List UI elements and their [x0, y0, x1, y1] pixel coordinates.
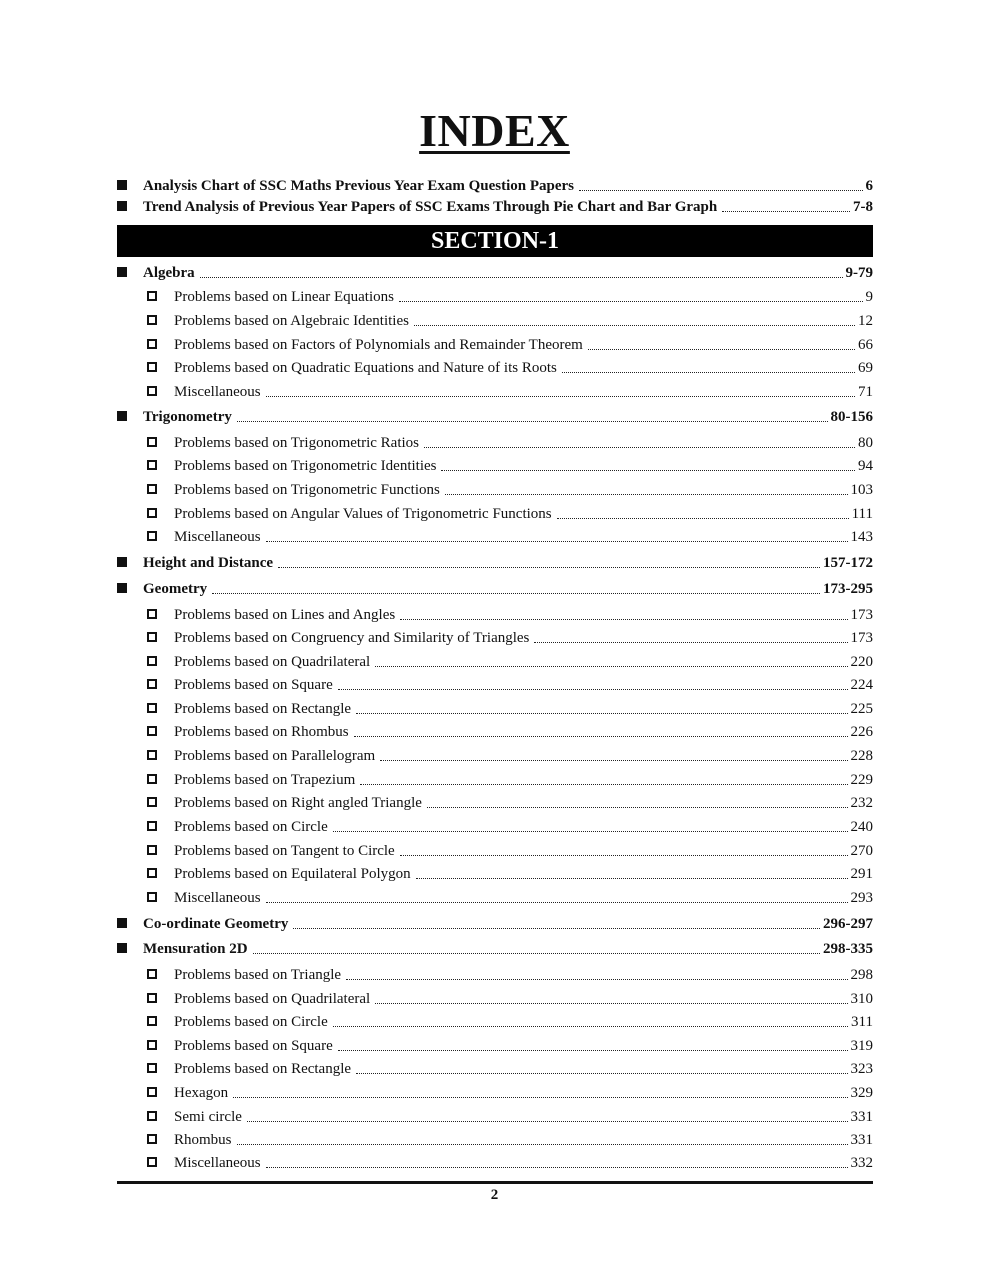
hollow-square-bullet-icon [147, 868, 157, 878]
chapter-geometry[interactable]: Geometry 173-295 [117, 581, 873, 598]
dot-leader [427, 807, 848, 808]
dot-leader [237, 1144, 848, 1145]
hollow-square-bullet-icon [147, 969, 157, 979]
dot-leader [360, 784, 847, 785]
sub-entry[interactable]: Problems based on Trapezium 229 [147, 772, 873, 789]
hollow-square-bullet-icon [147, 386, 157, 396]
sub-entry[interactable]: Problems based on Rectangle 225 [147, 701, 873, 718]
hollow-square-bullet-icon [147, 993, 157, 1003]
sub-entry[interactable]: Problems based on Angular Values of Trigonometric Functions 111 [147, 506, 873, 523]
sub-entry[interactable]: Problems based on Rectangle 323 [147, 1061, 873, 1078]
square-bullet-icon [117, 943, 127, 953]
sub-entry[interactable]: Rhombus 331 [147, 1132, 873, 1149]
dot-leader [333, 831, 848, 832]
dot-leader [579, 190, 863, 191]
dot-leader [380, 760, 847, 761]
hollow-square-bullet-icon [147, 797, 157, 807]
hollow-square-bullet-icon [147, 1063, 157, 1073]
sub-entry[interactable]: Miscellaneous 71 [147, 384, 873, 401]
chapter-mensuration-2d[interactable]: Mensuration 2D 298-335 [117, 941, 873, 958]
sub-entry[interactable]: Problems based on Rhombus 226 [147, 724, 873, 741]
dot-leader [293, 928, 820, 929]
hollow-square-bullet-icon [147, 726, 157, 736]
index-entry-analysis-chart[interactable]: Analysis Chart of SSC Maths Previous Year Exam Question Papers 6 [117, 178, 873, 195]
hollow-square-bullet-icon [147, 1111, 157, 1121]
dot-leader [237, 421, 828, 422]
hollow-square-bullet-icon [147, 362, 157, 372]
dot-leader [588, 349, 855, 350]
hollow-square-bullet-icon [147, 1157, 157, 1167]
chapter-trigonometry[interactable]: Trigonometry 80-156 [117, 409, 873, 426]
sub-entry[interactable]: Problems based on Trigonometric Identities 94 [147, 458, 873, 475]
sub-entry[interactable]: Problems based on Congruency and Similarity of Triangles 173 [147, 630, 873, 647]
hollow-square-bullet-icon [147, 531, 157, 541]
sub-entry[interactable]: Problems based on Square 224 [147, 677, 873, 694]
sub-entry[interactable]: Problems based on Quadratic Equations and Nature of its Roots 69 [147, 360, 873, 377]
dot-leader [333, 1026, 848, 1027]
dot-leader [266, 1167, 848, 1168]
hollow-square-bullet-icon [147, 1040, 157, 1050]
sub-entry[interactable]: Miscellaneous 143 [147, 529, 873, 546]
dot-leader [354, 736, 848, 737]
dot-leader [338, 1050, 848, 1051]
hollow-square-bullet-icon [147, 315, 157, 325]
hollow-square-bullet-icon [147, 437, 157, 447]
hollow-square-bullet-icon [147, 291, 157, 301]
chapter-algebra[interactable]: Algebra 9-79 [117, 265, 873, 282]
sub-entry[interactable]: Problems based on Lines and Angles 173 [147, 607, 873, 624]
dot-leader [424, 447, 855, 448]
sub-entry[interactable]: Semi circle 331 [147, 1109, 873, 1126]
dot-leader [200, 277, 843, 278]
sub-entry[interactable]: Problems based on Right angled Triangle 232 [147, 795, 873, 812]
dot-leader [557, 518, 849, 519]
footer-page-number: 2 [490, 1187, 499, 1203]
dot-leader [356, 713, 847, 714]
hollow-square-bullet-icon [147, 679, 157, 689]
hollow-square-bullet-icon [147, 508, 157, 518]
hollow-square-bullet-icon [147, 484, 157, 494]
chapter-coordinate-geometry[interactable]: Co-ordinate Geometry 296-297 [117, 916, 873, 933]
hollow-square-bullet-icon [147, 845, 157, 855]
hollow-square-bullet-icon [147, 750, 157, 760]
dot-leader [266, 396, 855, 397]
dot-leader [400, 619, 847, 620]
sub-entry[interactable]: Problems based on Algebraic Identities 12 [147, 313, 873, 330]
sub-entry[interactable]: Problems based on Factors of Polynomials and Remainder Theorem 66 [147, 337, 873, 354]
dot-leader [562, 372, 855, 373]
hollow-square-bullet-icon [147, 1087, 157, 1097]
dot-leader [399, 301, 863, 302]
hollow-square-bullet-icon [147, 632, 157, 642]
sub-entry[interactable]: Hexagon 329 [147, 1085, 873, 1102]
dot-leader [338, 689, 848, 690]
hollow-square-bullet-icon [147, 1016, 157, 1026]
sub-entry[interactable]: Miscellaneous 332 [147, 1155, 873, 1172]
dot-leader [400, 855, 848, 856]
sub-entry[interactable]: Problems based on Trigonometric Functions 103 [147, 482, 873, 499]
footer-divider [117, 1181, 873, 1184]
sub-entry[interactable]: Problems based on Square 319 [147, 1038, 873, 1055]
hollow-square-bullet-icon [147, 339, 157, 349]
hollow-square-bullet-icon [147, 460, 157, 470]
hollow-square-bullet-icon [147, 609, 157, 619]
hollow-square-bullet-icon [147, 892, 157, 902]
sub-entry[interactable]: Problems based on Parallelogram 228 [147, 748, 873, 765]
dot-leader [441, 470, 855, 471]
dot-leader [247, 1121, 848, 1122]
square-bullet-icon [117, 180, 127, 190]
square-bullet-icon [117, 918, 127, 928]
hollow-square-bullet-icon [147, 774, 157, 784]
sub-entry[interactable]: Problems based on Equilateral Polygon 291 [147, 866, 873, 883]
square-bullet-icon [117, 583, 127, 593]
sub-entry[interactable]: Problems based on Trigonometric Ratios 80 [147, 435, 873, 452]
sub-entry[interactable]: Problems based on Triangle 298 [147, 967, 873, 984]
sub-entry[interactable]: Problems based on Circle 311 [147, 1014, 873, 1031]
hollow-square-bullet-icon [147, 703, 157, 713]
dot-leader [266, 902, 848, 903]
sub-entry[interactable]: Problems based on Linear Equations 9 [147, 289, 873, 306]
dot-leader [722, 211, 850, 212]
hollow-square-bullet-icon [147, 1134, 157, 1144]
sub-entry[interactable]: Problems based on Quadrilateral 220 [147, 654, 873, 671]
dot-leader [253, 953, 820, 954]
dot-leader [233, 1097, 847, 1098]
dot-leader [356, 1073, 847, 1074]
dot-leader [278, 567, 820, 568]
square-bullet-icon [117, 267, 127, 277]
sub-entry[interactable]: Miscellaneous 293 [147, 890, 873, 907]
hollow-square-bullet-icon [147, 656, 157, 666]
dot-leader [445, 494, 848, 495]
square-bullet-icon [117, 411, 127, 421]
chapter-height-distance[interactable]: Height and Distance 157-172 [117, 555, 873, 572]
dot-leader [375, 666, 847, 667]
dot-leader [346, 979, 847, 980]
dot-leader [266, 541, 848, 542]
dot-leader [414, 325, 855, 326]
index-entry-trend-analysis[interactable]: Trend Analysis of Previous Year Papers of SSC Exams Through Pie Chart and Bar Graph 7-8 [117, 199, 873, 216]
sub-entry[interactable]: Problems based on Quadrilateral 310 [147, 991, 873, 1008]
section-banner: SECTION-1 [117, 225, 873, 257]
dot-leader [416, 878, 848, 879]
page-title: INDEX [419, 105, 570, 156]
hollow-square-bullet-icon [147, 821, 157, 831]
dot-leader [534, 642, 847, 643]
dot-leader [212, 593, 820, 594]
dot-leader [375, 1003, 847, 1004]
square-bullet-icon [117, 201, 127, 211]
sub-entry[interactable]: Problems based on Circle 240 [147, 819, 873, 836]
sub-entry[interactable]: Problems based on Tangent to Circle 270 [147, 843, 873, 860]
square-bullet-icon [117, 557, 127, 567]
